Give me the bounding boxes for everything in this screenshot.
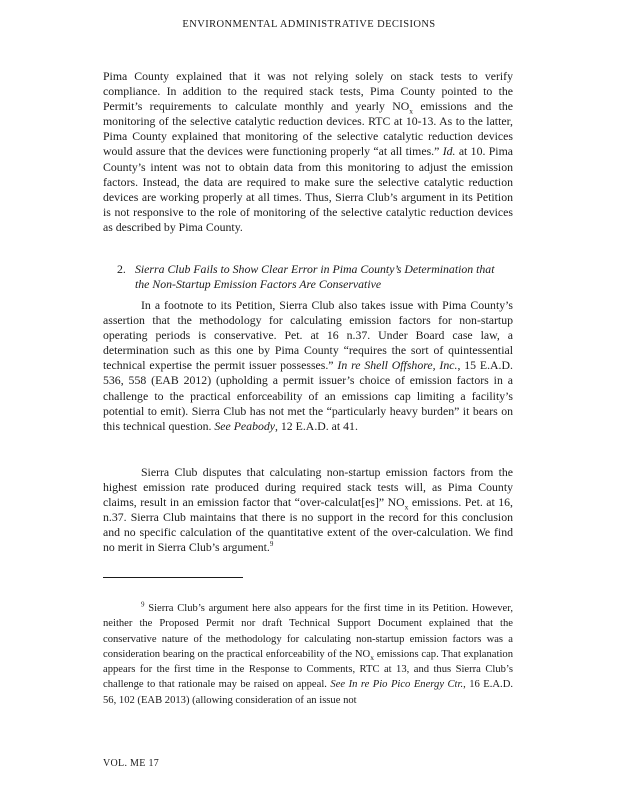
- volume-footer: VOL. ME 17: [103, 758, 160, 769]
- paragraph-footnote-challenge: In a footnote to its Petition, Sierra Club also takes issue with Pima County’s assertion that the methodology for calculating emission factors for non-startup operating periods is conservative. Pet. at 16 n.37. Under Board case law, a determination such as this one by Pima County “requires the sort of quintessential technical expertise the permit issuer possesses.” In re Shell Offshore, Inc., 15 E.A.D. 536, 558 (EAB 2012) (upholding a permit issuer’s choice of emission factors in a challenge to the practical enforceability of an emissions cap limiting a facility’s potential to emit). Sierra Club has not met the “particularly heavy burden” it bears on this technical question. See Peabody, 12 E.A.D. at 41.: [103, 298, 513, 433]
- section-heading-line1: Sierra Club Fails to Show Clear Error in Pima County’s Determination that: [135, 262, 495, 276]
- section-number: 2.: [117, 262, 126, 276]
- section-heading-line2: the Non-Startup Emission Factors Are Conservative: [135, 277, 382, 291]
- running-header: ENVIRONMENTAL ADMINISTRATIVE DECISIONS: [182, 19, 436, 30]
- citation-id: Id.: [442, 144, 456, 159]
- footnote-9: $^9$ Sierra Club’s argument here also appears for the first time in its Petition. However, neither the Proposed Permit nor draft Technical Support Document explained that the conservative nature of the methodology for calculating non-startup emission factors was a consideration bearing on the practical enforceability of the $NO_x$ emissions cap. That explanation appears for the first time in the Response to Comments, RTC at 13, and thus Sierra Club’s challenge to that rationale may be raised on appeal. See In re Pio Pico Energy Ctr., 16 E.A.D. 56, 102 (EAB 2013) (allowing consideration of an issue not: [103, 600, 514, 706]
- footnote-mark: 9: [141, 600, 145, 609]
- footnote-reference: 9: [269, 540, 274, 549]
- paragraph-monitoring: Pima County explained that it was not relying solely on stack tests to verify compliance. In addition to the required stack tests, Pima County pointed to the Permit’s requirements to calculate monthly and yearly $NO_x$ emissions and the monitoring of the selective catalytic reduction devices. RTC at 10-13. As to the latter, Pima County explained that monitoring of the selective catalytic reduction devices would assure that the devices were functioning properly “at all times.” Id. at 10. Pima County’s intent was not to obtain data from this monitoring to adjust the emission factors. Instead, the data are required to make sure the selective catalytic reduction devices are working properly at all times. Thus, Sierra Club’s argument in its Petition is not responsive to the role of monitoring of the selective catalytic reduction devices as described by Pima County.: [103, 69, 514, 234]
- citation-peabody: See Peabody: [214, 418, 275, 433]
- footnote-divider: [103, 577, 243, 578]
- citation-shell-offshore: In re Shell Offshore, Inc.: [337, 358, 458, 373]
- citation-pio-pico: See In re Pio Pico Energy Ctr.: [330, 679, 464, 691]
- paragraph-emission-dispute: Sierra Club disputes that calculating non-startup emission factors from the highest emission rate produced during required stack tests will, as Pima County claims, result in an emission factor that “over-calculat[es]” $NO_x$ emissions. Pet. at 16, n.37. Sierra Club maintains that there is no support in the record for this conclusion and no specific calculation of the quantitative extent of the over-calculation. We find no merit in Sierra Club’s argument.$^9$: [103, 465, 513, 555]
- section-heading: [117, 262, 515, 292]
